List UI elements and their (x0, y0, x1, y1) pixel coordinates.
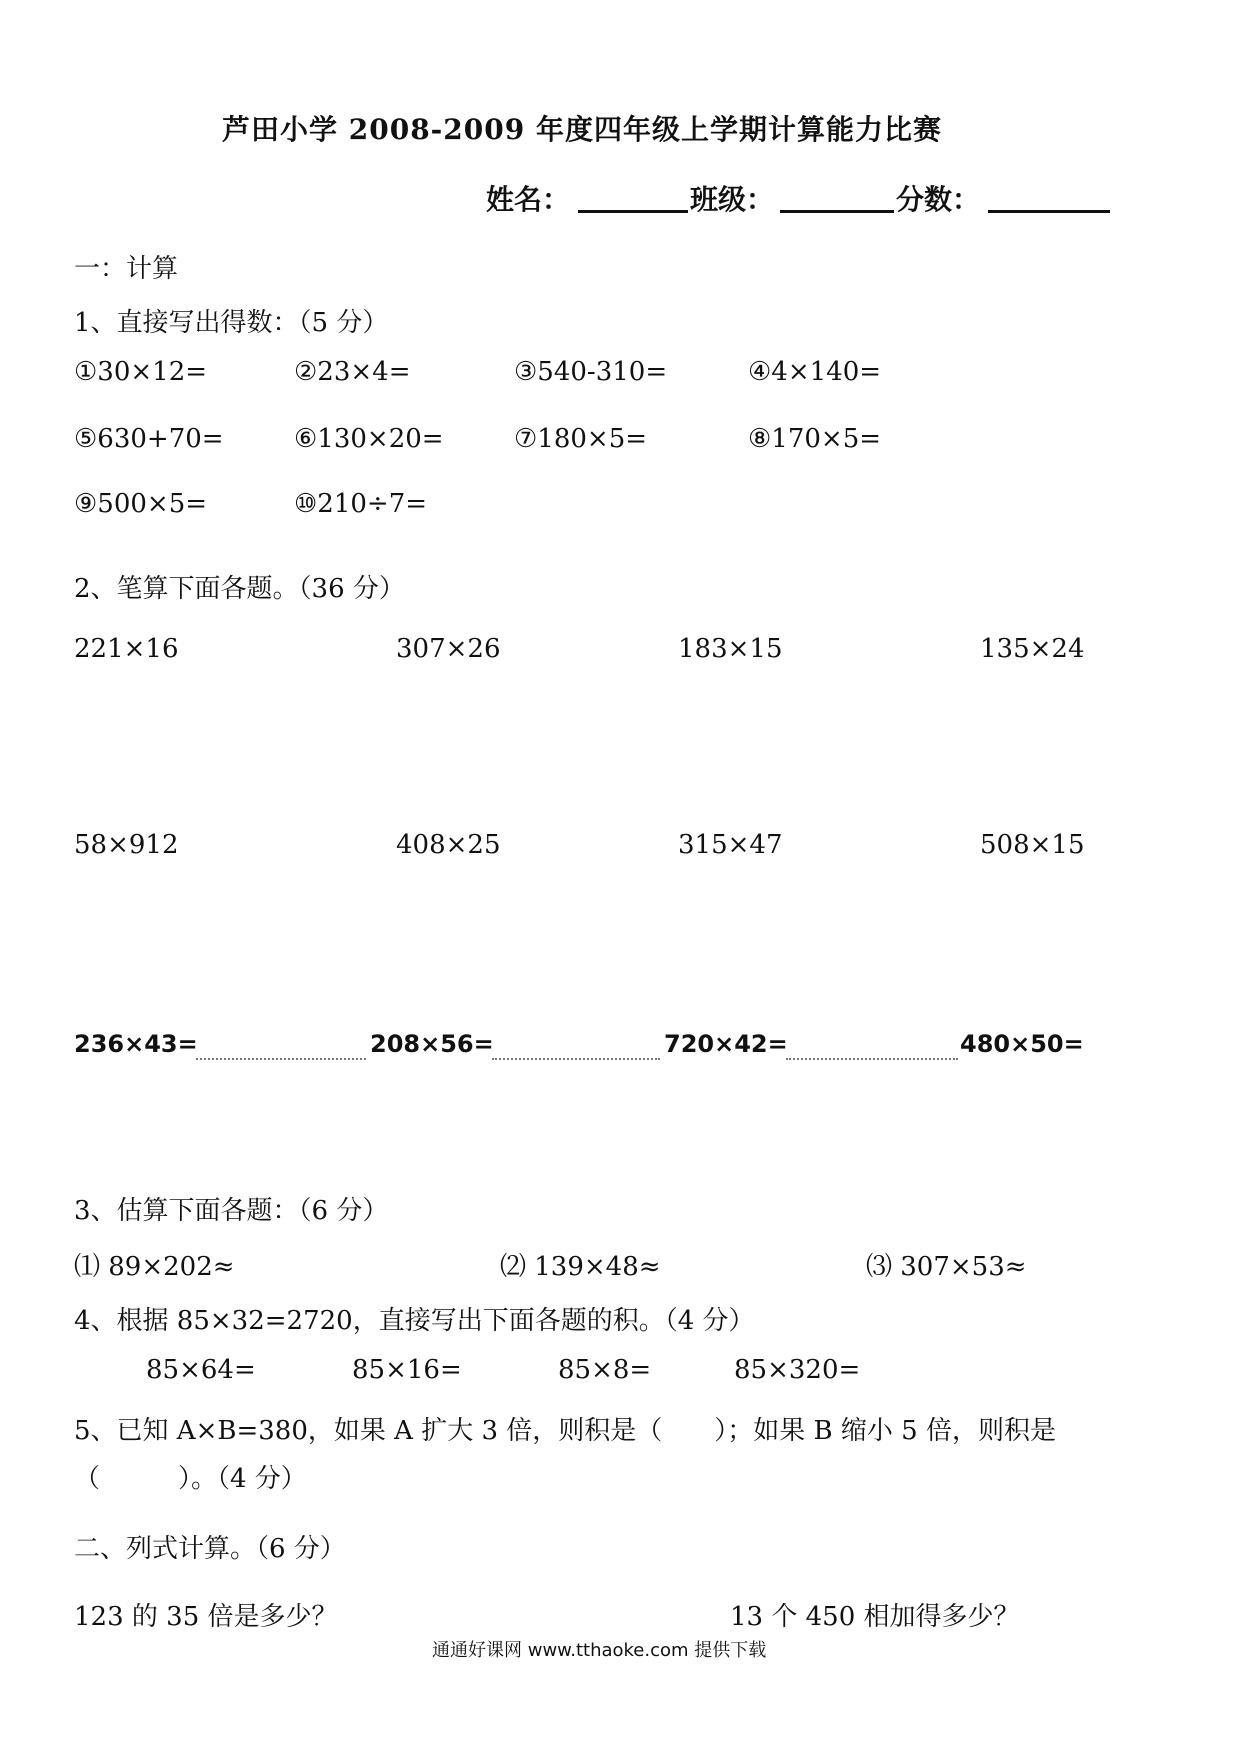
q3-item: ⑴ 89×202≈ (74, 1252, 235, 1282)
q1-item: ⑧170×5= (748, 424, 882, 454)
q2-item: 307×26 (396, 634, 501, 664)
dotted-line (492, 1058, 660, 1060)
dotted-line (786, 1058, 958, 1060)
name-label: 姓名： (486, 183, 571, 216)
q4-item: 85×64= (146, 1355, 256, 1385)
q3-item: ⑵ 139×48≈ (500, 1252, 661, 1282)
q5-line1: 5、已知 A×B=380，如果 A 扩大 3 倍，则积是（ ）；如果 B 缩小 5 倍，则积是 (74, 1416, 1056, 1446)
q3-item: ⑶ 307×53≈ (866, 1252, 1027, 1282)
q2-item: 221×16 (74, 634, 179, 664)
q4-item: 85×16= (352, 1355, 462, 1385)
q1-item: ⑩210÷7= (294, 489, 428, 519)
q2-item: 508×15 (980, 830, 1085, 860)
q2-item: 58×912 (74, 830, 179, 860)
q1-item: ⑤630+70= (74, 424, 224, 454)
q2-item: 408×25 (396, 830, 501, 860)
q5-line2: （ ）。（4 分） (74, 1464, 307, 1494)
q1-item: ⑥130×20= (294, 424, 444, 454)
q1-item: ④4×140= (748, 357, 882, 387)
q2-item: 208×56= (370, 1030, 494, 1058)
section-2-heading: 二、列式计算。（6 分） (74, 1534, 346, 1564)
q2-item: 480×50= (960, 1030, 1084, 1058)
q4-item: 85×320= (734, 1355, 861, 1385)
q1-item: ①30×12= (74, 357, 208, 387)
q1-item: ⑨500×5= (74, 489, 208, 519)
q1-heading: 1、直接写出得数：（5 分） (74, 308, 389, 338)
q2-item: 236×43= (74, 1030, 198, 1058)
class-blank[interactable] (780, 210, 894, 213)
s2-item: 123 的 35 倍是多少？ (74, 1602, 338, 1632)
q2-heading: 2、笔算下面各题。（36 分） (74, 574, 405, 604)
class-label: 班级： (690, 183, 775, 216)
dotted-line (196, 1058, 366, 1060)
q2-item: 183×15 (678, 634, 783, 664)
q2-item: 135×24 (980, 634, 1085, 664)
q3-heading: 3、估算下面各题：（6 分） (74, 1196, 389, 1226)
q1-item: ②23×4= (294, 357, 411, 387)
page-title: 芦田小学 2008-2009 年度四年级上学期计算能力比赛 (222, 113, 942, 146)
s2-item: 13 个 450 相加得多少？ (730, 1602, 1020, 1632)
name-blank[interactable] (578, 210, 688, 213)
q1-item: ⑦180×5= (514, 424, 648, 454)
q2-item: 315×47 (678, 830, 783, 860)
footer-watermark: 通通好课网 www.tthaoke.com 提供下载 (432, 1640, 767, 1661)
score-blank[interactable] (988, 210, 1110, 213)
score-label: 分数： (896, 183, 981, 216)
q4-heading: 4、根据 85×32=2720，直接写出下面各题的积。（4 分） (74, 1306, 755, 1336)
q1-item: ③540-310= (514, 357, 668, 387)
section-1-heading: 一：计算 (74, 254, 179, 284)
q4-item: 85×8= (558, 1355, 652, 1385)
q2-item: 720×42= (664, 1030, 788, 1058)
